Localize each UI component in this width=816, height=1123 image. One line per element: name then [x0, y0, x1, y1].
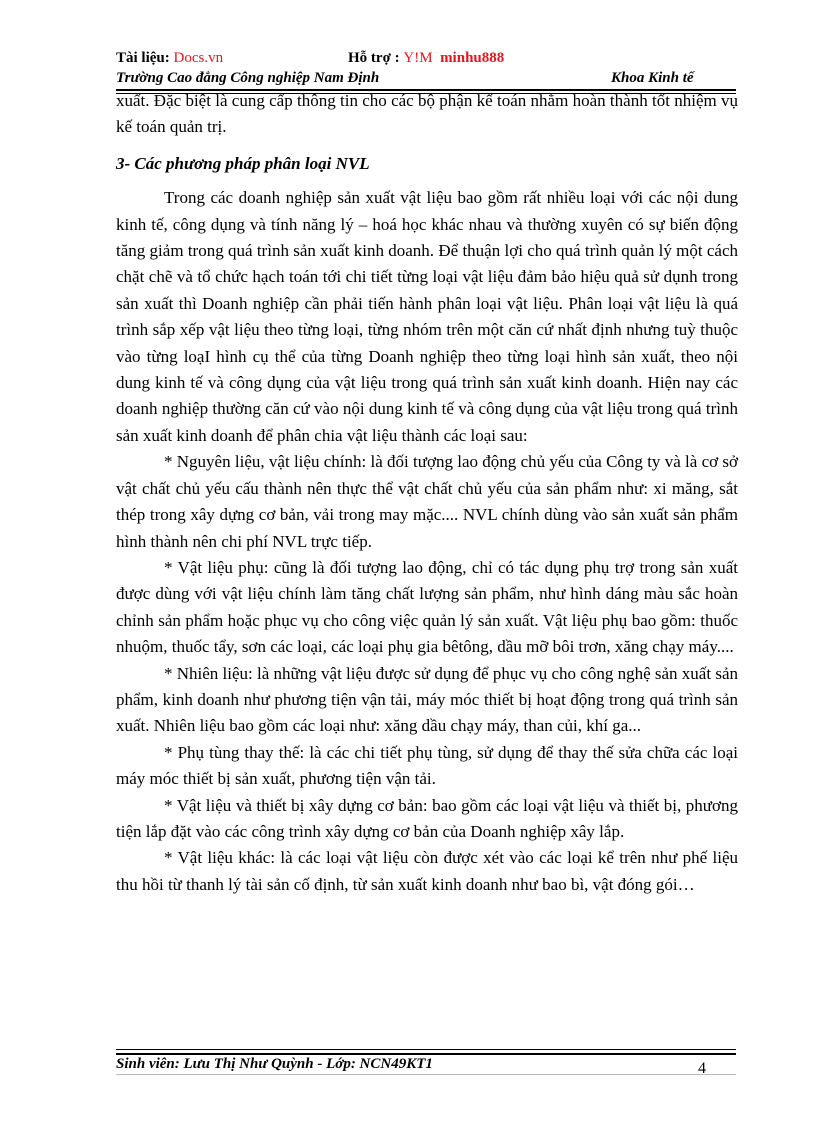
student-info: Sinh viên: Lưu Thị Như Quỳnh - Lớp: NCN49KT1	[116, 1056, 433, 1072]
section-heading: 3- Các phương pháp phân loại NVL	[116, 153, 370, 173]
page-body	[116, 88, 738, 898]
footer-rule	[116, 1053, 736, 1055]
body-paragraph: * Phụ tùng thay thế: là các chi tiết phụ tùng, sử dụng để thay thế sửa chữa các loại máy móc thiết bị sản xuất, phương tiện vận tải.	[116, 742, 738, 789]
header-rule	[116, 89, 736, 91]
support-username[interactable]: minhu888	[440, 50, 505, 66]
school-name: Trường Cao đẳng Công nghiệp Nam Định	[116, 70, 380, 86]
source-link[interactable]: Docs.vn	[173, 50, 224, 66]
document-source-bar	[116, 50, 736, 70]
source-label: Tài liệu: Docs.vn	[116, 50, 224, 66]
yahoo-messenger-label: Y!M	[403, 50, 433, 66]
footer-rule-thin	[116, 1049, 736, 1050]
continuation-paragraph: xuất. Đặc biệt là cung cấp thông tin cho các bộ phận kế toán nhằm hoàn thành tốt nhiệm vụ kế toán quản trị.	[116, 91, 738, 137]
body-paragraph: * Vật liệu phụ: cũng là đối tượng lao động, chỉ có tác dụng phụ trợ trong sản xuất được dùng với vật liệu chính làm tăng chất lượng sản phẩm, như hình dáng màu sắc hoàn chỉnh sản phẩm hoặc phục vụ cho công việc quản lý sản xuất. Vật liệu phụ bao gồm: thuốc nhuộm, thuốc tẩy, sơn các loại, các loại phụ gia bêtông, dầu mỡ bôi trơn, xăng chạy máy....	[116, 557, 738, 657]
support-label: Hỗ trợ : Y!M minhu888	[348, 50, 505, 66]
page-header	[116, 70, 736, 90]
body-paragraph: * Vật liệu khác: là các loại vật liệu còn được xét vào các loại kể trên như phế liệu thu hồi từ thanh lý tài sản cố định, từ sản xuất kinh doanh như bao bì, vật đóng gói…	[116, 848, 738, 894]
body-paragraph: * Vật liệu và thiết bị xây dựng cơ bản: bao gồm các loại vật liệu và thiết bị, phương tiện lắp đặt vào các công trình xây dựng cơ bản của Doanh nghiệp xây lắp.	[116, 795, 738, 841]
body-paragraph: * Nguyên liệu, vật liệu chính: là đối tượng lao động chủ yếu của Công ty và là cơ sở vật chất chủ yếu cấu thành nên thực thể vật chất chủ yếu của sản phẩm như: xi măng, sắt thép trong xây dựng cơ bản, vải trong may mặc.... NVL chính dùng vào sản xuất sản phẩm hình thành nên chi phí NVL trực tiếp.	[116, 452, 738, 551]
header-rule-thin	[116, 93, 736, 94]
body-paragraph: Trong các doanh nghiệp sản xuất vật liệu bao gồm rất nhiều loại với các nội dung kinh tế, công dụng và tính năng lý – hoá học khác nhau và thường xuyên có sự biến động tăng giảm trong quá trình sản xuất kinh doanh. Để thuận lợi cho quá trình quản lý một cách chặt chẽ và tổ chức hạch toán tới chi tiết từng loại vật liệu đảm bảo hiệu quả sử dụnh trong sản xuất thì Doanh nghiệp cần phải tiến hành phân loại vật liệu. Phân loại vật liệu là quá trình sắp xếp vật liệu theo từng loại, từng nhóm trên một căn cứ nhất định nhưng tuỳ thuộc vào từng loạI hình cụ thể của từng Doanh nghiệp theo từng loại hình sản xuất, theo nội dung kinh tế và công dụng của vật liệu trong quá trình sản xuất kinh doanh. Hiện nay các doanh nghiệp thường căn cứ vào nội dung kinh tế và công dụng của vật liệu trong quá trình sản xuất kinh doanh để phân chia vật liệu thành các loại sau:	[116, 188, 738, 445]
footer-separator	[116, 1074, 736, 1075]
department-name: Khoa Kinh tế	[611, 70, 694, 86]
page-footer	[116, 1056, 736, 1078]
page-number: 4	[698, 1060, 706, 1077]
body-paragraph: * Nhiên liệu: là những vật liệu được sử dụng để phục vụ cho công nghệ sản xuất sản phẩm, kinh doanh như phương tiện vận tải, máy móc thiết bị hoạt động trong quá trình sản xuất. Nhiên liệu bao gồm các loại như: xăng dầu chạy máy, than củi, khí ga...	[116, 663, 738, 736]
